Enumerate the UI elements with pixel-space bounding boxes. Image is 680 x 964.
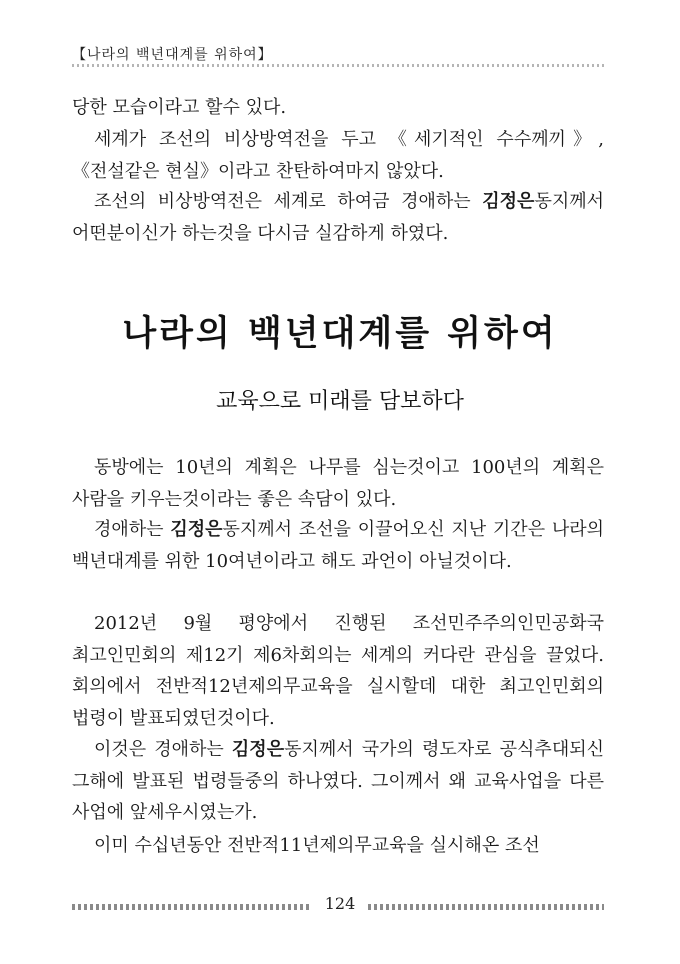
leader-name: 김정은 [231,739,285,760]
body-paragraph-2 [72,514,604,577]
header-divider [72,64,604,67]
leader-name: 김정은 [482,191,535,212]
section-title: 나라의 백년대계를 위하여 [122,314,558,354]
body-paragraph-4-text-a: 이것은 경애하는 [94,739,232,760]
running-header: 【나라의 백년대계를 위하여】 [72,47,273,63]
body-paragraph-5: 이미 수십년동안 전반적11년제의무교육을 실시해온 조선 [94,835,540,856]
footer-ornament-right [368,904,604,910]
leader-name: 김정은 [170,519,223,540]
intro-paragraph-2: 세계가 조선의 비상방역전을 두고 《세기적인 수수께끼》, 《전설같은 현실》이라고 찬탄하여마지 않았다. [72,129,604,182]
intro-paragraph-3 [72,186,604,249]
body-paragraph-4-text-b: 동지께서 국가의 령도자로 공식추대되신 그해에 발표된 법령들중의 하나였다. 그이께서 왜 교육사업을 다른 사업에 앞세우시였는가. [72,739,604,823]
body-paragraph-1: 동방에는 10년의 계획은 나무를 심는것이고 100년의 계획은 사람을 키우는것이라는 좋은 속담이 있다. [72,457,604,510]
body-paragraph-3: 2012년 9월 평양에서 진행된 조선민주주의인민공화국 최고인민회의 제12기 제6차회의는 세계의 커다란 관심을 끌었다. 회의에서 전반적12년제의무교육을 실시할데 대한 최고인민회의 법령이 발표되였던것이다. [72,613,604,729]
body-paragraph-2-text-b: 동지께서 조선을 이끌어오신 지난 기간은 나라의 백년대계를 위한 10여년이라고 해도 과언이 아닐것이다. [72,519,604,572]
intro-paragraph-3-text-a: 조선의 비상방역전은 세계로 하여금 경애하는 [94,191,483,212]
intro-paragraph-1: 당한 모습이라고 할수 있다. [72,97,287,118]
page-number: 124 [324,894,356,913]
body-paragraph-2-text-a: 경애하는 [94,519,171,540]
section-subtitle: 교육으로 미래를 담보하다 [216,389,464,414]
intro-paragraph-3-text-b: 동지께서 어떤분이신가 하는것을 다시금 실감하게 하였다. [72,191,604,244]
body-paragraph-4 [72,734,604,829]
